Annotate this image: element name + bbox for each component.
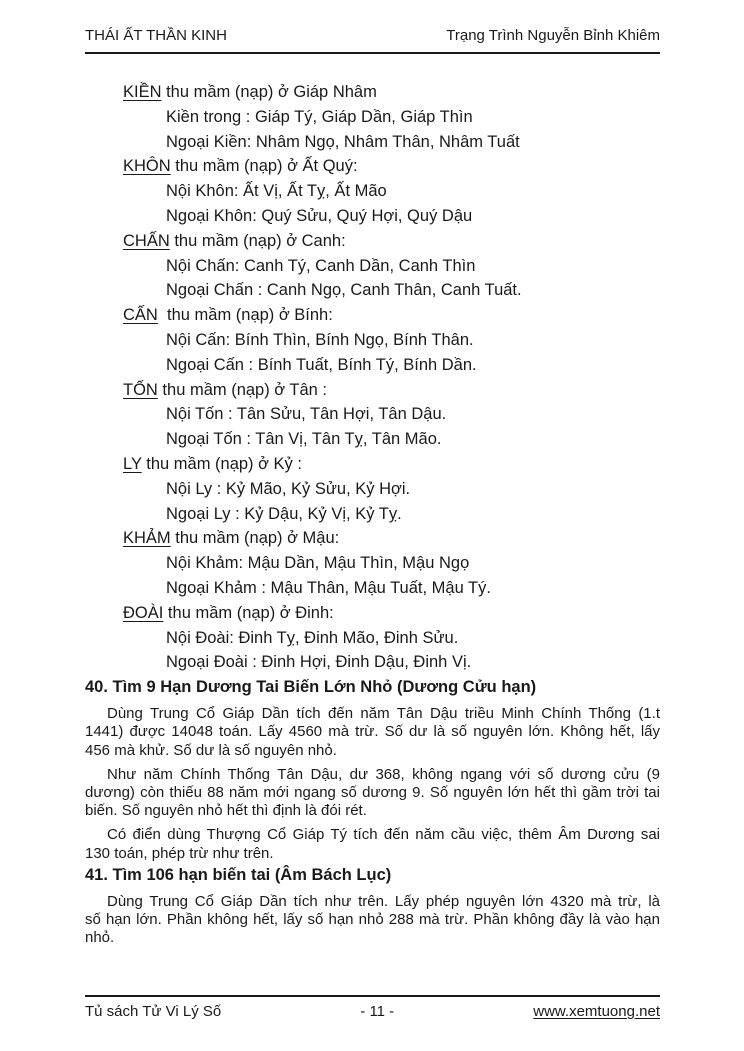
trigram-name: KHÔN [123,157,171,176]
nap-detail-line: Ngoại Đoài : Đinh Hợi, Đinh Dậu, Đinh Vị. [166,653,472,672]
nap-group-heading [123,303,660,328]
nap-group [85,452,660,526]
paragraph [85,826,660,862]
trigram-name: LY [123,454,142,473]
paragraph-line: số hạn lớn. Phần không hết, lấy số hạn nhỏ 288 mà trừ. Phần không đầy là vào hạn [85,910,660,928]
nap-detail-line: Ngoại Chấn : Canh Ngọ, Canh Thân, Canh Tuất. [166,281,522,300]
section-heading: 40. Tìm 9 Hạn Dương Tai Biến Lớn Nhỏ (Dương Cửu hạn) [85,678,537,697]
nap-group [85,601,660,675]
paragraph-line: biến. Số nguyên nhỏ hết thì định là đói rét. [85,802,367,820]
paragraph-line: Dùng Trung Cổ Giáp Dần tích như trên. Lấy phép nguyên lớn 4320 mà trừ, là [107,892,660,910]
trigram-name: CẤN [123,306,158,325]
trigram-name: TỐN [123,380,158,399]
nap-group [85,303,660,377]
paragraph-line: Như năm Chính Thống Tân Dậu, dư 368, không ngang với số dương cửu (9 [107,765,660,783]
nap-group-heading [123,601,660,626]
nap-heading-text: thu mầm (nạp) ở Đinh: [163,603,334,622]
nap-detail-line: Nội Khảm: Mậu Dần, Mậu Thìn, Mậu Ngọ [166,554,470,573]
header-author: Trạng Trình Nguyễn Bỉnh Khiêm [446,27,660,44]
nap-group [85,229,660,303]
nap-heading-text: thu mầm (nạp) ở Giáp Nhâm [161,83,377,101]
paragraph-line: nhỏ. [85,929,115,947]
paragraph-line: 456 mà khử. Số dư là số nguyên nhỏ. [85,741,337,759]
paragraph-line: dương) còn thiếu 88 năm mới ngang số dương 9. Số nguyên lớn hết thì gầm trời tai [85,783,660,801]
nap-group [85,378,660,452]
paragraph [85,893,660,948]
nap-group-heading [123,378,660,403]
paragraph [85,766,660,821]
nap-heading-text: thu mầm (nạp) ở Tân : [157,380,328,399]
nap-detail-line: Ngoại Ly : Kỷ Dậu, Kỷ Vị, Kỷ Tỵ. [166,504,402,523]
paragraph-line: Dùng Trung Cổ Giáp Dần tích đến năm Tân Dậu triều Minh Chính Thống (1.t [107,705,660,723]
nap-heading-text: thu mầm (nạp) ở Ất Quý: [170,157,358,176]
footer-page-number: - 11 - [360,1003,395,1020]
footer-website-link[interactable]: www.xemtuong.net [533,1003,660,1020]
nap-detail-line: Nội Tốn : Tân Sửu, Tân Hợi, Tân Dậu. [166,405,447,424]
nap-heading-text: thu mầm (nạp) ở Kỷ : [141,454,302,473]
paragraph-line: Có điển dùng Thượng Cổ Giáp Tý tích đến năm cầu việc, thêm Âm Dương sai [107,826,660,844]
section-heading: 41. Tìm 106 hạn biến tai (Âm Bách Lục) [85,865,392,884]
nap-group-heading [123,80,660,105]
nap-group [85,154,660,228]
nap-group [85,80,660,154]
paragraph-line: 130 toán, phép trừ như trên. [85,844,274,862]
nap-detail-line: Ngoại Khảm : Mậu Thân, Mậu Tuất, Mậu Tý. [166,578,491,597]
numbered-section [85,677,660,863]
numbered-section [85,865,660,948]
paragraph [85,705,660,760]
nap-list [85,80,660,675]
nap-group [85,526,660,600]
page-footer [85,995,660,1021]
nap-group-heading [123,526,660,551]
paragraph-line: 1441) được 14048 toán. Lấy 4560 mà trừ. Số dư là số nguyên lớn. Không hết, lấy [85,723,660,741]
nap-detail-line: Ngoại Tốn : Tân Vị, Tân Tỵ, Tân Mão. [166,430,442,449]
trigram-name: CHẤN [123,231,170,250]
page-header [85,0,660,54]
trigram-name: KHẢM [123,529,171,548]
header-book-title: THÁI ẤT THẦN KINH [85,27,227,44]
nap-heading-text: thu mầm (nạp) ở Canh: [169,231,346,250]
sections [85,677,660,947]
nap-detail-line: Ngoại Kiền: Nhâm Ngọ, Nhâm Thân, Nhâm Tuất [166,132,520,151]
nap-detail-line: Nội Cấn: Bính Thìn, Bính Ngọ, Bính Thân. [166,330,474,349]
nap-detail-line: Nội Khôn: Ất Vị, Ất Tỵ, Ất Mão [166,182,387,201]
nap-detail-line: Nội Chấn: Canh Tý, Canh Dần, Canh Thìn [166,256,476,275]
nap-detail-line: Ngoại Cấn : Bính Tuất, Bính Tý, Bính Dần. [166,355,477,374]
nap-heading-text: thu mầm (nạp) ở Bính: [157,306,333,325]
footer-series-title: Tủ sách Tử Vi Lý Số [85,1003,222,1020]
nap-detail-line: Ngoại Khôn: Quý Sửu, Quý Hợi, Quý Dậu [166,206,473,225]
nap-detail-line: Nội Đoài: Đinh Tỵ, Đinh Mão, Đinh Sửu. [166,628,459,647]
nap-detail-line: Nội Ly : Kỷ Mão, Kỷ Sửu, Kỷ Hợi. [166,479,411,498]
nap-group-heading [123,452,660,477]
trigram-name: KIỀN [123,83,162,101]
nap-detail-line: Kiền trong : Giáp Tý, Giáp Dần, Giáp Thìn [166,107,473,126]
nap-group-heading [123,154,660,179]
trigram-name: ĐOÀI [123,603,164,622]
nap-group-heading [123,229,660,254]
nap-heading-text: thu mầm (nạp) ở Mậu: [170,529,340,548]
